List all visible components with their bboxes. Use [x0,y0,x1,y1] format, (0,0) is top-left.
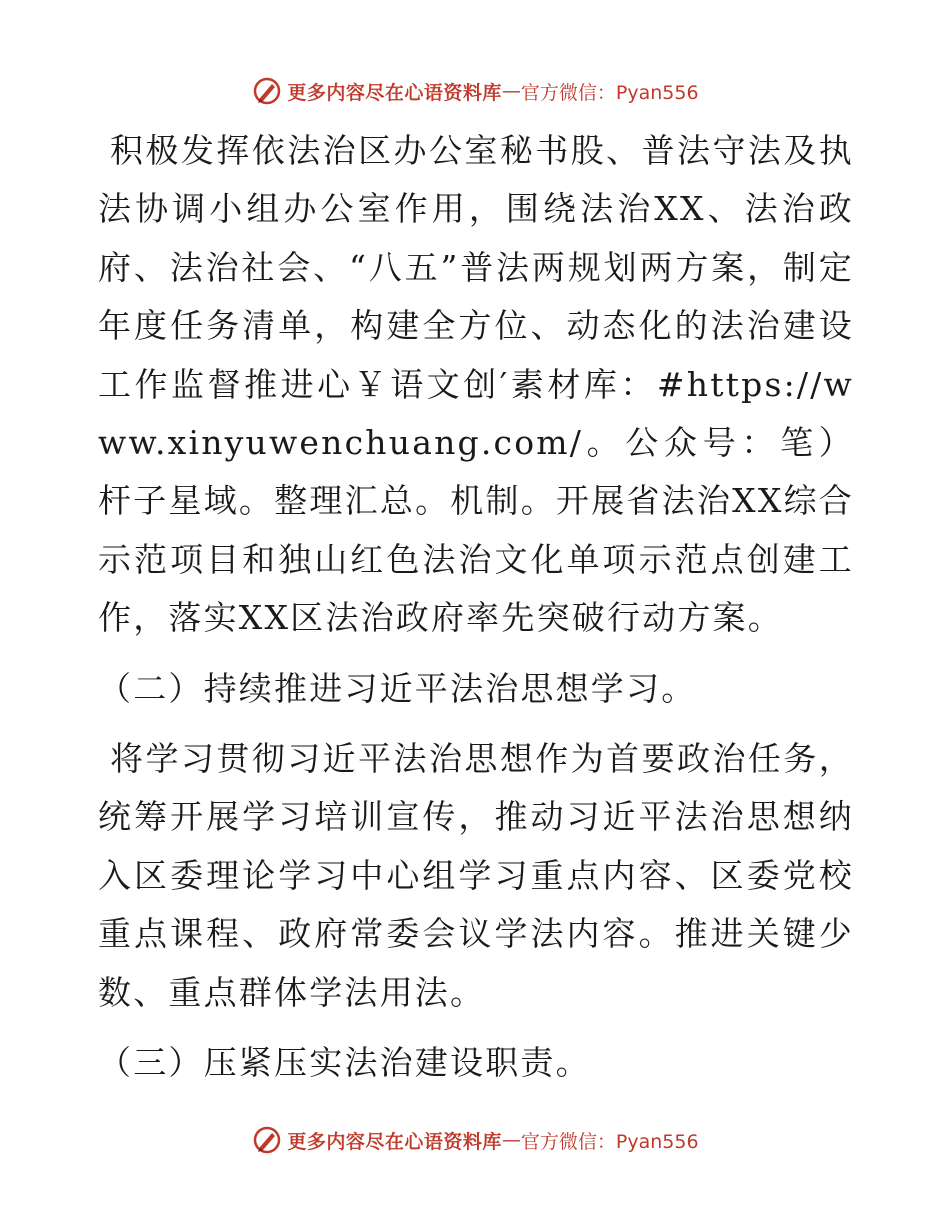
document-body [98,122,854,1093]
header-banner [0,73,950,109]
banner-dash: — [501,80,521,102]
paragraph-2: 将学习贯彻习近平法治思想作为首要政治任务，统筹开展学习培训宣传，推动习近平法治思想纳入区委理论学习中心组学习重点内容、区委党校重点课程、政府常委会议学法内容。推进关键少数、重点群体学法用法。 [98,739,854,1012]
banner-contact: 官方微信：Pyan556 [520,1130,699,1153]
pen-circle-logo-icon [251,1124,283,1156]
pen-circle-logo-icon [251,75,283,107]
banner-main-text: 更多内容尽在心语资料库 [287,81,502,104]
banner-dash: — [501,1129,521,1151]
section-heading-3: （三）压紧压实法治建设职责。 [98,1043,591,1083]
section-heading-2: （二）持续推进习近平法治思想学习。 [98,668,697,708]
banner-contact: 官方微信：Pyan556 [520,81,699,104]
paragraph-1: 积极发挥依法治区办公室秘书股、普法守法及执法协调小组办公室作用，围绕法治XX、法治政府、法治社会、“八五”普法两规划两方案，制定年度任务清单，构建全方位、动态化的法治建设工作监督推进心￥语文创′素材库：#https://www.xinyuwenchuang.com/。公众号：笔）杆子星域。整理汇总。机制。开展省法治XX综合示范项目和独山红色法治文化单项示范点创建工作，落实XX区法治政府率先突破行动方案。 [98,131,854,638]
banner-main-text: 更多内容尽在心语资料库 [287,1130,502,1153]
footer-banner [0,1122,950,1158]
